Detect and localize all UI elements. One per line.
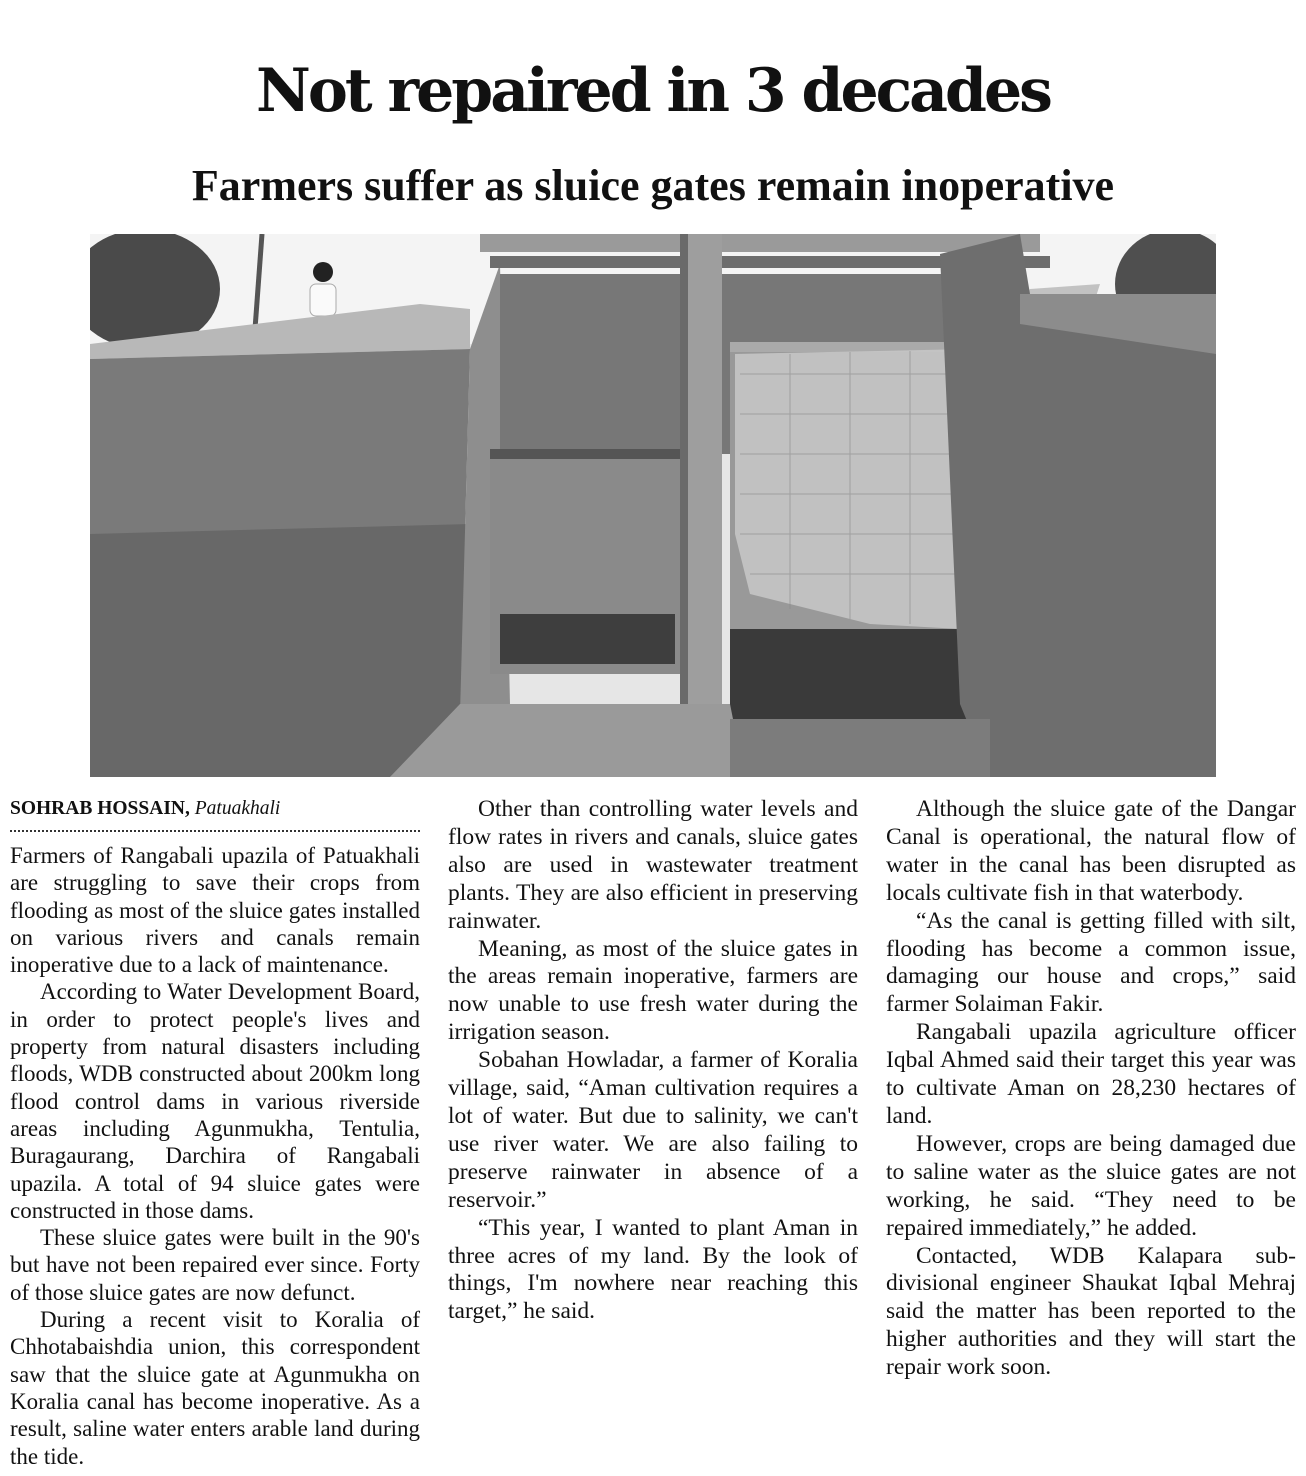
byline-author: SOHRAB HOSSAIN, [10, 798, 190, 819]
paragraph: During a recent visit to Koralia of Chhotabaishdia union, this correspondent saw that the sluice gate at Agunmukha on Koralia canal has become inoperative. As a result, saline water enters arable land during the tide. [10, 1307, 420, 1469]
paragraph: According to Water Development Board, in order to protect people's lives and property from natural disasters including floods, WDB constructed about 200km long flood control dams in various riverside areas including Agunmukha, Tentulia, Buragaurang, Darchira of Rangabali upazila. A total of 94 sluice gates were constructed in those dams. [10, 979, 420, 1223]
column-1 [10, 796, 420, 1470]
headline: Not repaired in 3 decades [256, 56, 1050, 126]
column-2 [448, 796, 858, 1326]
paragraph: Meaning, as most of the sluice gates in the areas remain inoperative, farmers are now unable to use fresh water during the irrigation season. [448, 935, 858, 1046]
paragraph: Farmers of Rangabali upazila of Patuakhali are struggling to save their crops from flooding as most of the sluice gates installed on various rivers and canals remain inoperative due to a lack of maintenance. [10, 843, 420, 978]
paragraph: “As the canal is getting filled with silt, flooding has become a common issue, damaging our house and crops,” said farmer Solaiman Fakir. [886, 907, 1296, 1018]
column-3 [886, 796, 1296, 1382]
paragraph: Other than controlling water levels and flow rates in rivers and canals, sluice gates also are used in wastewater treatment plants. They are also efficient in preserving rainwater. [448, 796, 858, 934]
paragraph: Sobahan Howladar, a farmer of Koralia village, said, “Aman cultivation requires a lot of water. But due to salinity, we can't use river water. We are also failing to preserve rainwater in absence of a reservoir.” [448, 1047, 858, 1213]
paragraph: Rangabali upazila agriculture officer Iqbal Ahmed said their target this year was to cultivate Aman on 28,230 hectares of land. [886, 1019, 1296, 1129]
subheadline: Farmers suffer as sluice gates remain inoperative [191, 161, 1115, 210]
paragraph: However, crops are being damaged due to saline water as the sluice gates are not working, he said. “They need to be repaired immediately,” he added. [886, 1130, 1296, 1241]
paragraph: These sluice gates were built in the 90's but have not been repaired ever since. Forty of those sluice gates are now defunct. [10, 1225, 420, 1305]
paragraph: “This year, I wanted to plant Aman in three acres of my land. By the look of things, I'm nowhere near reaching this target,” he said. [448, 1214, 858, 1325]
byline [10, 796, 420, 832]
sluice-gate-photo [90, 234, 1216, 777]
paragraph: Although the sluice gate of the Dangar Canal is operational, the natural flow of water in the canal has been disrupted as locals cultivate fish in that waterbody. [886, 796, 1296, 906]
byline-location: Patuakhali [194, 798, 281, 819]
paragraph: Contacted, WDB Kalapara sub-divisional engineer Shaukat Iqbal Mehraj said the matter has been reported to the higher authorities and they will start the repair work soon. [886, 1242, 1296, 1381]
